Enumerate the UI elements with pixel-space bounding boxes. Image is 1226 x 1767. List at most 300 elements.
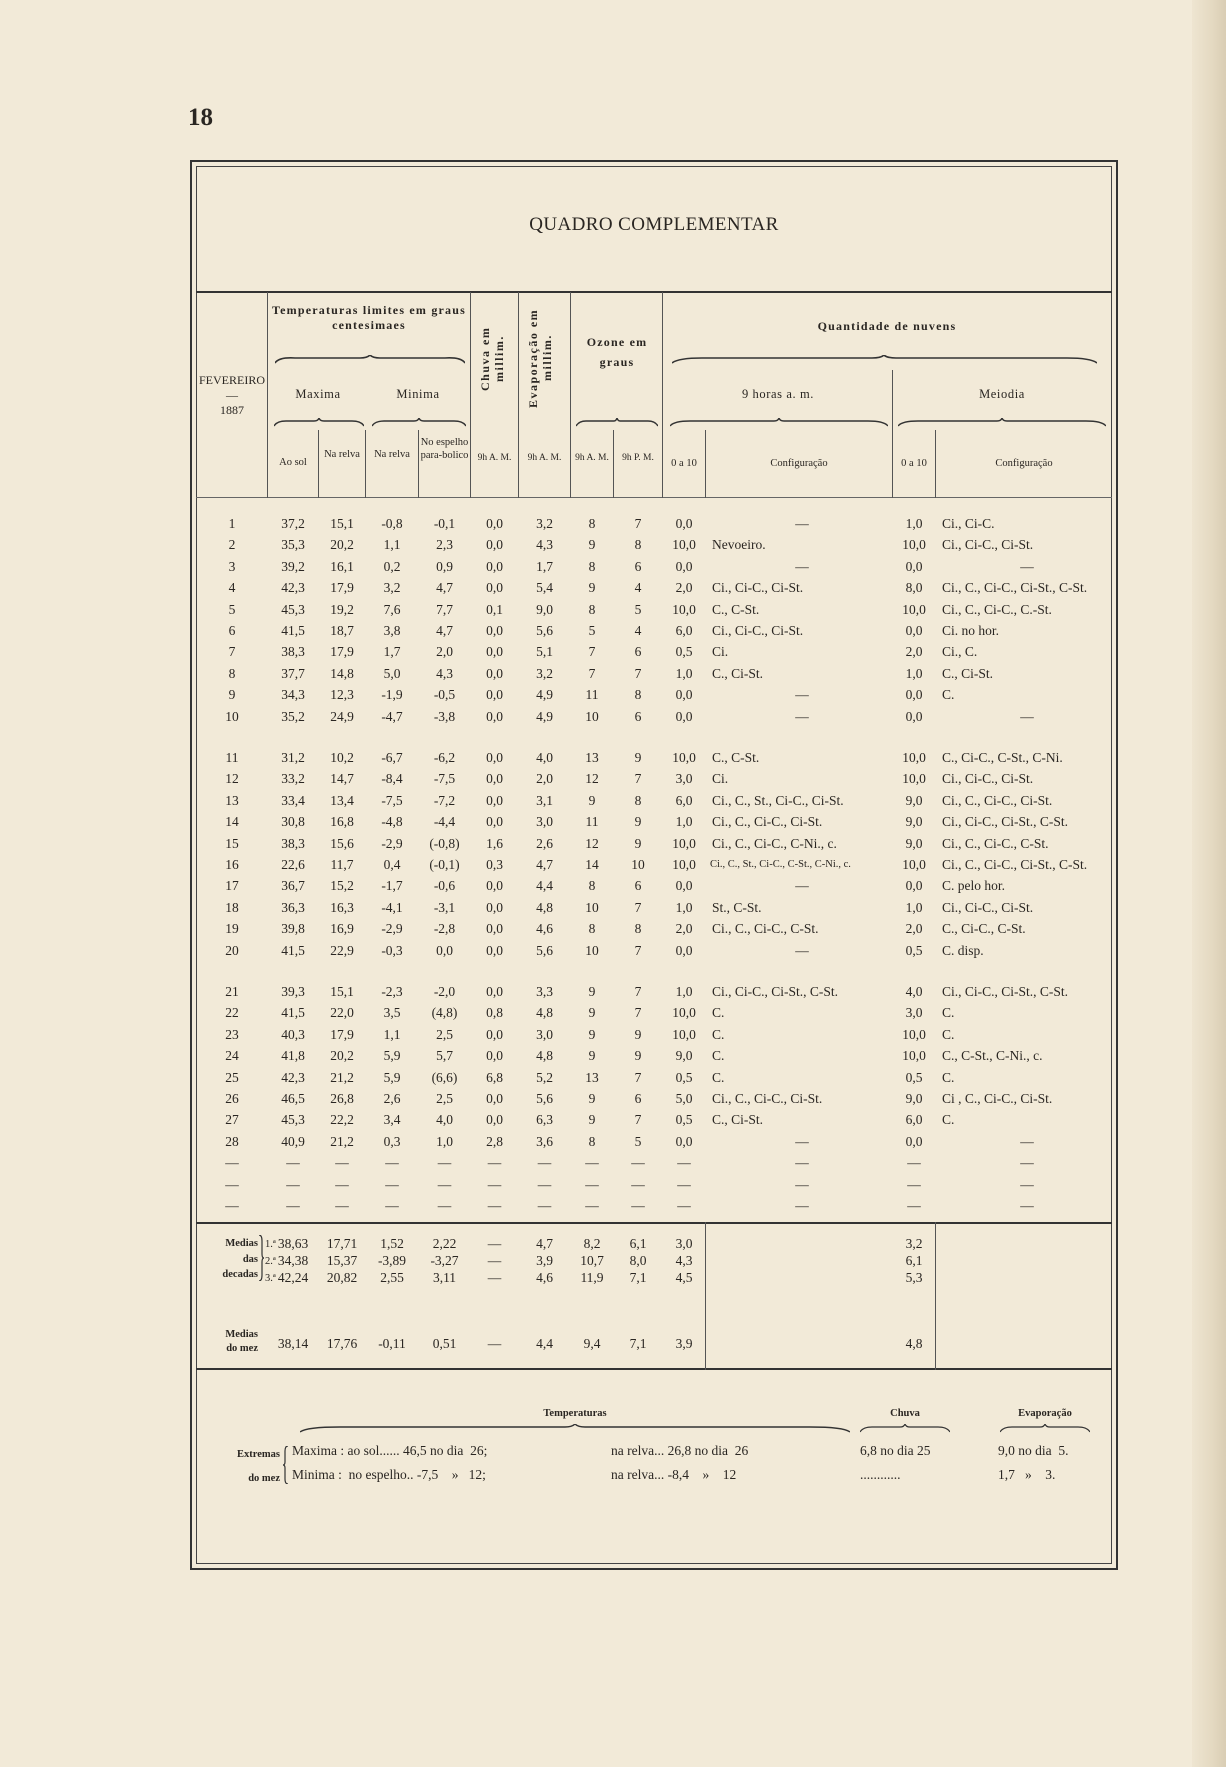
table-cell: — — [385, 1198, 399, 1213]
table-cell: 9 — [634, 1026, 642, 1042]
summary-cell: 10,7 — [580, 1253, 604, 1268]
table-cell: 15,1 — [330, 984, 354, 999]
table-cell: 10,0 — [672, 750, 696, 765]
table-cell: 0,0 — [486, 623, 503, 638]
table-cell: — — [537, 1155, 552, 1171]
temp-group-header: Temperaturas limites em graus centesimaes — [272, 303, 466, 332]
table-cell: 14,7 — [330, 771, 354, 787]
month-header: FEVEREIRO — 1887 — [199, 373, 265, 417]
summary-mez-cell: 4,4 — [536, 1336, 553, 1351]
table-cell: 0,0 — [905, 623, 923, 638]
table-cell: 37,2 — [281, 516, 305, 531]
table-cell: 5,6 — [536, 942, 553, 958]
table-cell: — — [286, 1155, 300, 1171]
page-number: 18 — [188, 104, 213, 131]
table-cell: 4,0 — [536, 750, 553, 765]
table-cell: 11 — [585, 687, 599, 703]
table-cell: 0,5 — [675, 644, 693, 660]
table-cell: 10 — [585, 899, 599, 915]
header-bottom-rule — [196, 497, 1112, 498]
summary-mez-cell: 38,14 — [277, 1336, 309, 1351]
table-cell: 9 — [588, 1005, 596, 1021]
table-cell: Ci., Ci-C., Ci-St., C-St. — [942, 814, 1069, 830]
table-cell: 0,5 — [905, 942, 923, 958]
table-cell: 16,9 — [330, 921, 354, 937]
table-cell: 10,0 — [902, 771, 926, 787]
table-cell: 8 — [634, 921, 642, 937]
summary-cell: 8,2 — [583, 1236, 601, 1251]
row-day: 18 — [225, 899, 239, 915]
table-cell: 42,3 — [281, 1069, 305, 1085]
extremes-max-relva: na relva... 26,8 no dia 26 — [611, 1443, 749, 1458]
table-cell: -8,4 — [381, 771, 403, 787]
table-cell: 4,7 — [536, 857, 553, 872]
table-cell: 7 — [634, 1005, 642, 1021]
table-cell: Ci. — [712, 644, 729, 660]
table-cell: — — [487, 1198, 502, 1213]
table-cell: Ci., Ci-C., Ci-St. — [712, 623, 804, 638]
chuva-header: Chuva em millim. — [478, 326, 506, 392]
table-cell: -6,2 — [433, 750, 456, 765]
ozone-header: Ozone em graus — [586, 335, 648, 369]
table-cell: 41,5 — [281, 942, 305, 958]
table-cell: 38,3 — [281, 644, 305, 660]
table-cell: C., Ci-St. — [942, 665, 994, 681]
summary-cell: 34,38 — [277, 1253, 309, 1268]
table-cell: 9 — [634, 1048, 642, 1064]
table-cell: 0,0 — [675, 558, 693, 574]
table-cell: 0,0 — [486, 942, 503, 958]
table-cell: 4,0 — [905, 984, 923, 999]
table-cell: 0,4 — [383, 857, 401, 872]
table-cell: -2,9 — [381, 835, 403, 851]
table-cell: 7 — [588, 665, 596, 681]
summary-cell: 17,71 — [326, 1236, 358, 1251]
row-day: 14 — [225, 814, 239, 830]
table-cell: Ci , C., Ci-C., Ci-St. — [942, 1091, 1053, 1106]
table-cell: 46,5 — [281, 1091, 305, 1106]
row-day: 4 — [228, 580, 236, 596]
table-cell: 24,9 — [330, 708, 354, 724]
table-cell: 0,0 — [905, 878, 923, 894]
table-cell: 10,0 — [672, 835, 696, 851]
table-cell: 0,0 — [675, 687, 693, 703]
table-cell: 9 — [588, 537, 596, 553]
table-cell: — — [795, 1176, 809, 1192]
table-cell: C. — [712, 1069, 725, 1085]
table-cell: 17,9 — [330, 1026, 354, 1042]
table-cell: 13 — [585, 750, 599, 765]
table-cell: 3,0 — [536, 1026, 553, 1042]
table-cell: -6,7 — [381, 750, 403, 765]
extremes-min-chuva: ............ — [860, 1467, 901, 1482]
table-cell: — — [1020, 558, 1034, 574]
table-cell: Ci., Ci-C., Ci-St. — [942, 537, 1034, 553]
row-day: — — [225, 1176, 239, 1192]
table-cell: — — [1020, 1198, 1034, 1213]
table-cell: -1,7 — [381, 878, 403, 894]
table-cell: — — [795, 708, 809, 724]
summary-mez-cell: 0,51 — [432, 1336, 457, 1351]
table-cell: Ci., C., Ci-C., Ci-St., C-St. — [942, 580, 1088, 596]
table-cell: 3,8 — [383, 623, 401, 638]
table-cell: 1,0 — [905, 899, 923, 915]
table-cell: — — [385, 1155, 399, 1171]
table-cell: 4,3 — [436, 665, 453, 681]
summary-cell: 3,11 — [432, 1270, 457, 1285]
table-cell: 0,0 — [486, 558, 503, 574]
table-cell: 9 — [588, 792, 596, 808]
table-cell: -7,2 — [433, 792, 456, 808]
table-cell: 6,0 — [675, 792, 693, 808]
table-cell: — — [1020, 708, 1034, 724]
table-cell: 0,0 — [905, 1133, 923, 1149]
table-cell: 0,0 — [486, 644, 503, 660]
table-cell: C., Ci-C., C-St. — [942, 921, 1026, 937]
table-cell: Ci., Ci-C. — [942, 516, 995, 531]
table-cell: 3,2 — [536, 665, 553, 681]
table-cell: 4,8 — [536, 1048, 553, 1064]
table-cell: 20,2 — [330, 537, 354, 553]
row-day: 2 — [228, 537, 236, 553]
table-cell: 8 — [588, 1133, 596, 1149]
table-cell: 1,0 — [675, 899, 693, 915]
table-cell: 42,3 — [281, 580, 305, 596]
table-cell: — — [795, 558, 809, 574]
table-cell: (-0,1) — [429, 857, 460, 872]
summary-cell: 15,37 — [326, 1253, 358, 1268]
table-cell: — — [677, 1155, 691, 1171]
table-cell: 2,5 — [436, 1091, 453, 1106]
table-cell: C. — [712, 1005, 725, 1021]
table-cell: 9 — [634, 835, 642, 851]
maxima-brace — [274, 418, 364, 428]
table-cell: 0,0 — [675, 708, 693, 724]
summary-mez-cell: 4,8 — [905, 1336, 923, 1351]
table-cell: Ci., C., St., Ci-C., C-St., C-Ni., c. — [710, 859, 851, 870]
table-cell: C., Ci-St. — [712, 1112, 764, 1128]
summary-cell: -3,27 — [430, 1253, 459, 1268]
table-cell: 4,7 — [436, 623, 453, 638]
minima-header: Minima — [396, 387, 440, 401]
table-cell: 10,0 — [672, 601, 696, 617]
table-cell: 3,5 — [383, 1005, 401, 1021]
table-cell: 22,6 — [281, 857, 305, 872]
extremas-label: Extremas do mez — [237, 1449, 280, 1484]
table-cell: 8 — [634, 792, 642, 808]
table-cell: 5,9 — [383, 1048, 401, 1064]
table-cell: — — [795, 878, 809, 894]
table-cell: 6 — [634, 708, 642, 724]
table-cell: 5,0 — [383, 665, 401, 681]
table-cell: -0,6 — [433, 878, 456, 894]
table-cell: 4,9 — [536, 708, 553, 724]
table-cell: 22,9 — [330, 942, 354, 958]
table-cell: 21,2 — [330, 1069, 354, 1085]
table-cell: 3,1 — [536, 792, 553, 808]
table-cell: 19,2 — [330, 601, 354, 617]
table-cell: 5,6 — [536, 1091, 553, 1106]
column-header: Configuração — [770, 458, 828, 469]
table-cell: Ci., C., Ci-C., C-Ni., c. — [712, 835, 837, 851]
table-cell: -0,1 — [433, 516, 456, 531]
extremes-chuva-head: Chuva — [890, 1408, 920, 1419]
column-header: Na relva — [324, 449, 360, 460]
table-cell: 39,3 — [281, 984, 305, 999]
summary-mez-cell: 7,1 — [629, 1336, 647, 1351]
summary-cell: 20,82 — [326, 1270, 358, 1285]
table-cell: 7 — [634, 1112, 642, 1128]
table-cell: 8 — [634, 687, 642, 703]
table-cell: -4,7 — [381, 708, 403, 724]
temp-brace — [275, 355, 465, 365]
table-cell: 8,0 — [905, 580, 923, 596]
summary-cell: — — [487, 1270, 502, 1285]
table-cell: 8 — [588, 558, 596, 574]
row-day: 5 — [228, 601, 236, 617]
nuvens-brace — [672, 355, 1097, 365]
extremas-brace — [283, 1446, 289, 1484]
table-cell: (6,6) — [431, 1069, 458, 1085]
summary-mez-cell: 9,4 — [583, 1336, 601, 1351]
table-cell: 0,9 — [436, 558, 453, 574]
table-cell: 3,2 — [536, 516, 553, 531]
summary-cell: 6,1 — [905, 1253, 923, 1268]
table-cell: C. — [942, 1112, 955, 1128]
table-cell: 1,0 — [675, 814, 693, 830]
table-cell: 0,0 — [675, 942, 693, 958]
table-cell: 4,4 — [536, 878, 553, 894]
table-cell: 10 — [585, 942, 599, 958]
header-top-rule — [196, 291, 1112, 293]
table-cell: 2,0 — [436, 644, 453, 660]
row-day: — — [225, 1198, 239, 1213]
table-cell: 7 — [634, 1069, 642, 1085]
table-cell: 9 — [588, 984, 596, 999]
ozone-brace — [576, 418, 658, 428]
table-cell: 13 — [585, 1069, 599, 1085]
table-cell: Ci. — [712, 771, 729, 787]
table-cell: — — [677, 1176, 691, 1192]
table-cell: 3,6 — [536, 1133, 553, 1149]
row-day: 12 — [225, 771, 239, 787]
row-day: 15 — [225, 835, 239, 851]
table-cell: 2,5 — [436, 1026, 453, 1042]
table-cell: — — [795, 516, 809, 531]
table-cell: 0,0 — [486, 792, 503, 808]
table-cell: 8 — [588, 878, 596, 894]
summary-cell: 1,52 — [380, 1236, 404, 1251]
table-cell: 2,3 — [436, 537, 453, 553]
table-cell: Ci., C., Ci-C., Ci-St. — [712, 1091, 823, 1106]
table-cell: 35,3 — [281, 537, 305, 553]
summary-cell: 2,55 — [380, 1270, 404, 1285]
summary-cell: 6,1 — [629, 1236, 647, 1251]
table-cell: -4,8 — [381, 814, 403, 830]
table-cell: 40,3 — [281, 1026, 305, 1042]
table-cell: (-0,8) — [429, 835, 460, 851]
table-cell: 0,0 — [486, 771, 503, 787]
table-cell: 0,3 — [383, 1133, 401, 1149]
table-cell: 5,9 — [383, 1069, 401, 1085]
table-cell: — — [631, 1176, 645, 1192]
table-cell: C., Ci-C., C-St., C-Ni. — [942, 750, 1063, 765]
table-cell: 0,0 — [486, 878, 503, 894]
table-cell: Ci., C. — [942, 644, 978, 660]
table-cell: C. pelo hor. — [942, 878, 1005, 894]
table-cell: — — [795, 1155, 809, 1171]
table-cell: 14 — [585, 857, 599, 872]
medias-mez-label: Medias do mez — [225, 1329, 258, 1354]
table-cell: — — [795, 687, 809, 703]
table-cell: 7 — [634, 984, 642, 999]
table-cell: -7,5 — [381, 792, 403, 808]
table-cell: 6,0 — [675, 623, 693, 638]
summary-cell: 3,9 — [536, 1253, 553, 1268]
decada-label: 1.ª — [265, 1239, 276, 1250]
evaporacao-header: Evaporação em millim. — [526, 308, 554, 408]
page-edge — [1192, 0, 1226, 1767]
medias-decadas-label: Medias das decadas — [222, 1238, 258, 1280]
table-cell: 36,3 — [281, 899, 305, 915]
extremes-min-evap: 1,7 » 3. — [998, 1467, 1056, 1482]
table-cell: 3,3 — [536, 984, 553, 999]
summary-cell: 11,9 — [580, 1270, 604, 1285]
table-cell: -4,1 — [381, 899, 403, 915]
table-cell: 0,0 — [486, 750, 503, 765]
summary-mez-cell: — — [487, 1336, 502, 1351]
table-cell: 6 — [634, 558, 642, 574]
table-cell: 7 — [634, 665, 642, 681]
table-cell: 1,0 — [675, 984, 693, 999]
table-cell: 0,0 — [486, 665, 503, 681]
table-cell: -1,9 — [381, 687, 403, 703]
extremes-min-line: Minima : no espelho.. -7,5 » 12; — [292, 1467, 486, 1482]
summary-cell: 3,2 — [905, 1236, 923, 1251]
row-day: 19 — [225, 921, 239, 937]
table-cell: 0,0 — [486, 687, 503, 703]
table-cell: Ci., C., St., Ci-C., Ci-St. — [712, 792, 844, 808]
table-cell: — — [1020, 1176, 1034, 1192]
table-cell: — — [335, 1198, 349, 1213]
table-cell: 35,2 — [281, 708, 305, 724]
column-header: Na relva — [374, 449, 410, 460]
table-cell: 5,7 — [436, 1048, 453, 1064]
table-cell: 3,0 — [905, 1005, 923, 1021]
table-cell: Nevoeiro. — [712, 537, 766, 553]
summary-mez-cell: 17,76 — [326, 1336, 358, 1351]
table-cell: 5,0 — [675, 1091, 693, 1106]
table-cell: 33,4 — [281, 792, 305, 808]
table-cell: 26,8 — [330, 1091, 354, 1106]
table-cell: — — [537, 1176, 552, 1192]
table-cell: 10,0 — [902, 857, 926, 872]
table-cell: 10 — [631, 857, 645, 872]
table-cell: 10,0 — [902, 1026, 926, 1042]
table-cell: 4,8 — [536, 899, 553, 915]
table-cell: 0,0 — [486, 580, 503, 596]
table-cell: 21,2 — [330, 1133, 354, 1149]
column-header: 0 a 10 — [901, 458, 927, 469]
table-cell: C. — [942, 687, 955, 703]
row-day: 7 — [228, 644, 236, 660]
table-cell: — — [631, 1198, 645, 1213]
table-cell: 5,6 — [536, 623, 553, 638]
table-cell: 30,8 — [281, 814, 305, 830]
table-cell: 2,0 — [675, 580, 693, 596]
table-cell: 2,8 — [486, 1133, 503, 1149]
table-cell: 1,0 — [905, 665, 923, 681]
table-cell: 16,8 — [330, 814, 354, 830]
table-cell: 14,8 — [330, 665, 354, 681]
table-cell: 0,0 — [486, 1048, 503, 1064]
column-header: 9h A. M. — [527, 453, 562, 463]
table-cell: Ci., C., Ci-C., C-St. — [712, 921, 819, 937]
table-cell: — — [537, 1198, 552, 1213]
table-cell: 11,7 — [330, 857, 354, 872]
table-cell: 41,5 — [281, 623, 305, 638]
table-cell: — — [286, 1176, 300, 1192]
table-cell: 0,5 — [905, 1069, 923, 1085]
table-cell: 4,9 — [536, 687, 553, 703]
table-cell: 15,2 — [330, 878, 354, 894]
row-day: 1 — [228, 516, 236, 531]
table-cell: — — [795, 1133, 809, 1149]
table-cell: 0,0 — [675, 878, 693, 894]
table-cell: 17,9 — [330, 580, 354, 596]
table-cell: (4,8) — [431, 1005, 458, 1021]
maxima-header: Maxima — [295, 387, 341, 401]
table-cell: — — [677, 1198, 691, 1213]
extremes-temp-head: Temperaturas — [543, 1408, 607, 1419]
row-day: 28 — [225, 1133, 239, 1149]
table-cell: C., C-St. — [712, 750, 760, 765]
table-cell: 0,2 — [383, 558, 401, 574]
table-cell: 9,0 — [905, 835, 923, 851]
table-cell: -0,3 — [381, 942, 403, 958]
table-cell: 0,0 — [486, 1091, 503, 1106]
table-cell: 10 — [585, 708, 599, 724]
table-cell: 7 — [634, 942, 642, 958]
table-cell: 5,2 — [536, 1069, 553, 1085]
table-cell: 17,9 — [330, 644, 354, 660]
table-cell: — — [487, 1155, 502, 1171]
table-cell: Ci., C., Ci-C., Ci-St. — [712, 814, 823, 830]
summary-cell: 5,3 — [905, 1270, 923, 1285]
table-cell: — — [335, 1176, 349, 1192]
summary-cell: — — [487, 1236, 502, 1251]
row-day: — — [225, 1155, 239, 1171]
table-cell: 1,0 — [905, 516, 923, 531]
table-cell: 5 — [634, 601, 642, 617]
table-cell: 9 — [588, 1048, 596, 1064]
extremes-evap-head: Evaporação — [1018, 1408, 1072, 1419]
table-cell: 0,1 — [486, 601, 503, 617]
table-cell: 20,2 — [330, 1048, 354, 1064]
decada-label: 3.ª — [265, 1273, 276, 1284]
table-cell: — — [907, 1176, 921, 1192]
row-day: 6 — [228, 623, 236, 638]
extremes-max-evap: 9,0 no dia 5. — [998, 1443, 1069, 1458]
table-cell: 0,0 — [486, 899, 503, 915]
row-day: 21 — [225, 984, 239, 999]
table-cell: 9 — [588, 1091, 596, 1106]
summary-cell: 3,0 — [675, 1236, 693, 1251]
table-cell: 22,0 — [330, 1005, 354, 1021]
column-header: 9h A. M. — [477, 453, 512, 463]
table-cell: 7 — [634, 899, 642, 915]
table-cell: 2,0 — [905, 644, 923, 660]
